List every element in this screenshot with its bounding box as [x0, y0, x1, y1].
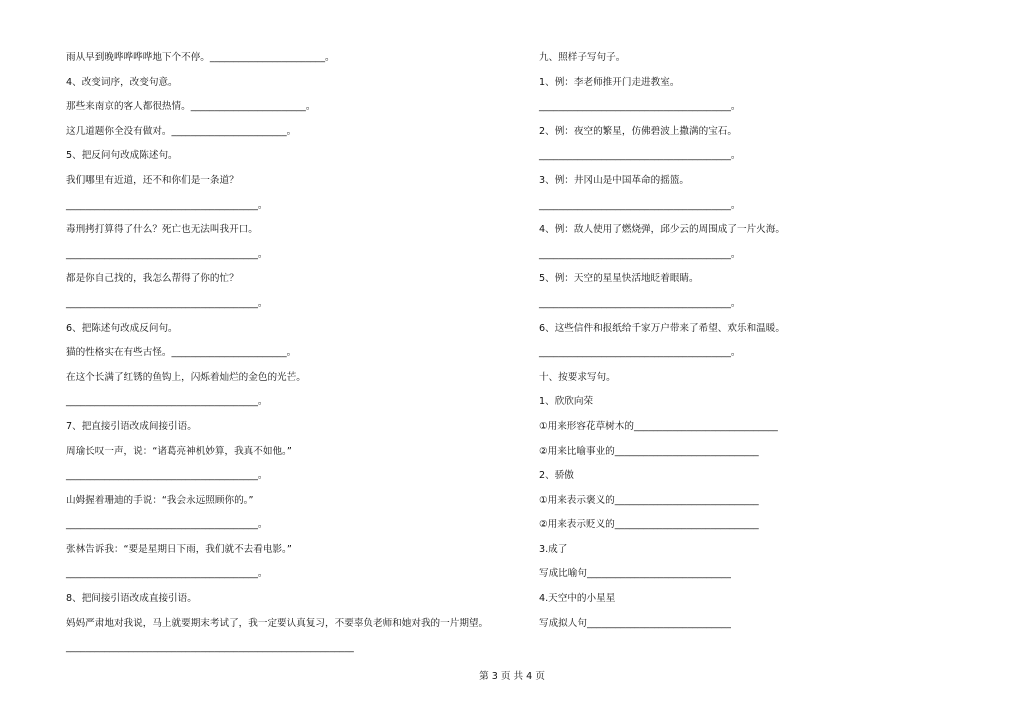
- text-line: 5、例：天空的星星快活地眨着眼睛。: [539, 273, 699, 285]
- text-line: ②用来比喻事业的______________________________: [539, 445, 759, 457]
- page-footer: 第 3 页 共 4 页: [479, 671, 545, 682]
- text-line: 张林告诉我：“要是星期日下雨，我们就不去看电影。”: [66, 543, 292, 555]
- text-line: 1、欣欣向荣: [539, 396, 594, 408]
- text-line: 2、骄傲: [539, 470, 574, 482]
- text-line: ________________________________________。: [66, 199, 268, 211]
- text-line: ________________________________________。: [66, 568, 268, 580]
- text-line: 都是你自己找的，我怎么帮得了你的忙？: [66, 273, 239, 285]
- text-line: 4、例：敌人使用了燃烧弹，邱少云的周围成了一片火海。: [539, 224, 785, 236]
- text-line: 十、按要求写句。: [539, 371, 616, 383]
- text-line: 1、例：李老师推开门走进教室。: [539, 76, 680, 88]
- text-line: ________________________________________。: [66, 248, 268, 260]
- text-line: ①用来形容花草树木的______________________________: [539, 420, 778, 432]
- text-line: 3、例：井冈山是中国革命的摇篮。: [539, 174, 690, 186]
- text-line: ________________________________________。: [66, 297, 268, 309]
- text-line: 山姆握着珊迪的手说：“我会永远照顾你的。”: [66, 494, 254, 506]
- text-line: 猫的性格实在有些古怪。________________________。: [66, 347, 297, 359]
- text-line: 雨从早到晚哗哗哗哗地下个不停。________________________。: [66, 52, 335, 63]
- text-line: 妈妈严肃地对我说，马上就要期末考试了，我一定要认真复习，不要辜负老师和她对我的一片期望。: [66, 617, 489, 629]
- text-line: ________________________________________。: [66, 396, 268, 408]
- text-line: 4.天空中的小星星: [539, 593, 616, 605]
- text-line: 3.成了: [539, 543, 568, 555]
- text-line: 6、把陈述句改成反问句。: [66, 322, 178, 334]
- text-line: 6、这些信件和报纸给千家万户带来了希望、欢乐和温暖。: [539, 322, 785, 334]
- text-line: 8、把间接引语改成直接引语。: [66, 593, 197, 605]
- text-line: 写成拟人句______________________________: [539, 617, 731, 629]
- text-line: 九、照样子写句子。: [539, 52, 626, 63]
- text-line: 周瑜长叹一声，说：“诸葛亮神机妙算，我真不如他。”: [66, 445, 292, 457]
- text-line: ________________________________________。: [66, 519, 268, 531]
- text-line: 4、改变词序，改变句意。: [66, 76, 178, 88]
- left-column: [66, 46, 489, 661]
- text-line: ________________________________________。: [539, 199, 741, 211]
- text-line: 毒刑拷打算得了什么？死亡也无法叫我开口。: [66, 224, 258, 236]
- text-line: 7、把直接引语改成间接引语。: [66, 420, 197, 432]
- text-line: ________________________________________。: [66, 470, 268, 482]
- text-line: 5、把反问句改成陈述句。: [66, 150, 178, 162]
- text-line: ________________________________________。: [539, 297, 741, 309]
- text-line: 那些来南京的客人都很热情。________________________。: [66, 101, 316, 113]
- text-line: ________________________________________。: [539, 150, 741, 162]
- text-line: ____________________________________________________________: [66, 642, 354, 654]
- text-line: 在这个长满了红锈的鱼钩上，闪烁着灿烂的金色的光芒。: [66, 371, 306, 383]
- text-line: 2、例：夜空的繁星，仿佛碧波上撒满的宝石。: [539, 125, 737, 137]
- text-line: ________________________________________。: [539, 101, 741, 113]
- right-column: [539, 46, 979, 636]
- text-line: ________________________________________。: [539, 248, 741, 260]
- text-line: 写成比喻句______________________________: [539, 568, 731, 580]
- text-line: ①用来表示褒义的______________________________: [539, 494, 759, 506]
- text-line: ②用来表示贬义的______________________________: [539, 519, 759, 531]
- text-line: 这几道题你全没有做对。________________________。: [66, 125, 297, 137]
- text-line: 我们哪里有近道，还不和你们是一条道？: [66, 174, 239, 186]
- text-line: ________________________________________。: [539, 347, 741, 359]
